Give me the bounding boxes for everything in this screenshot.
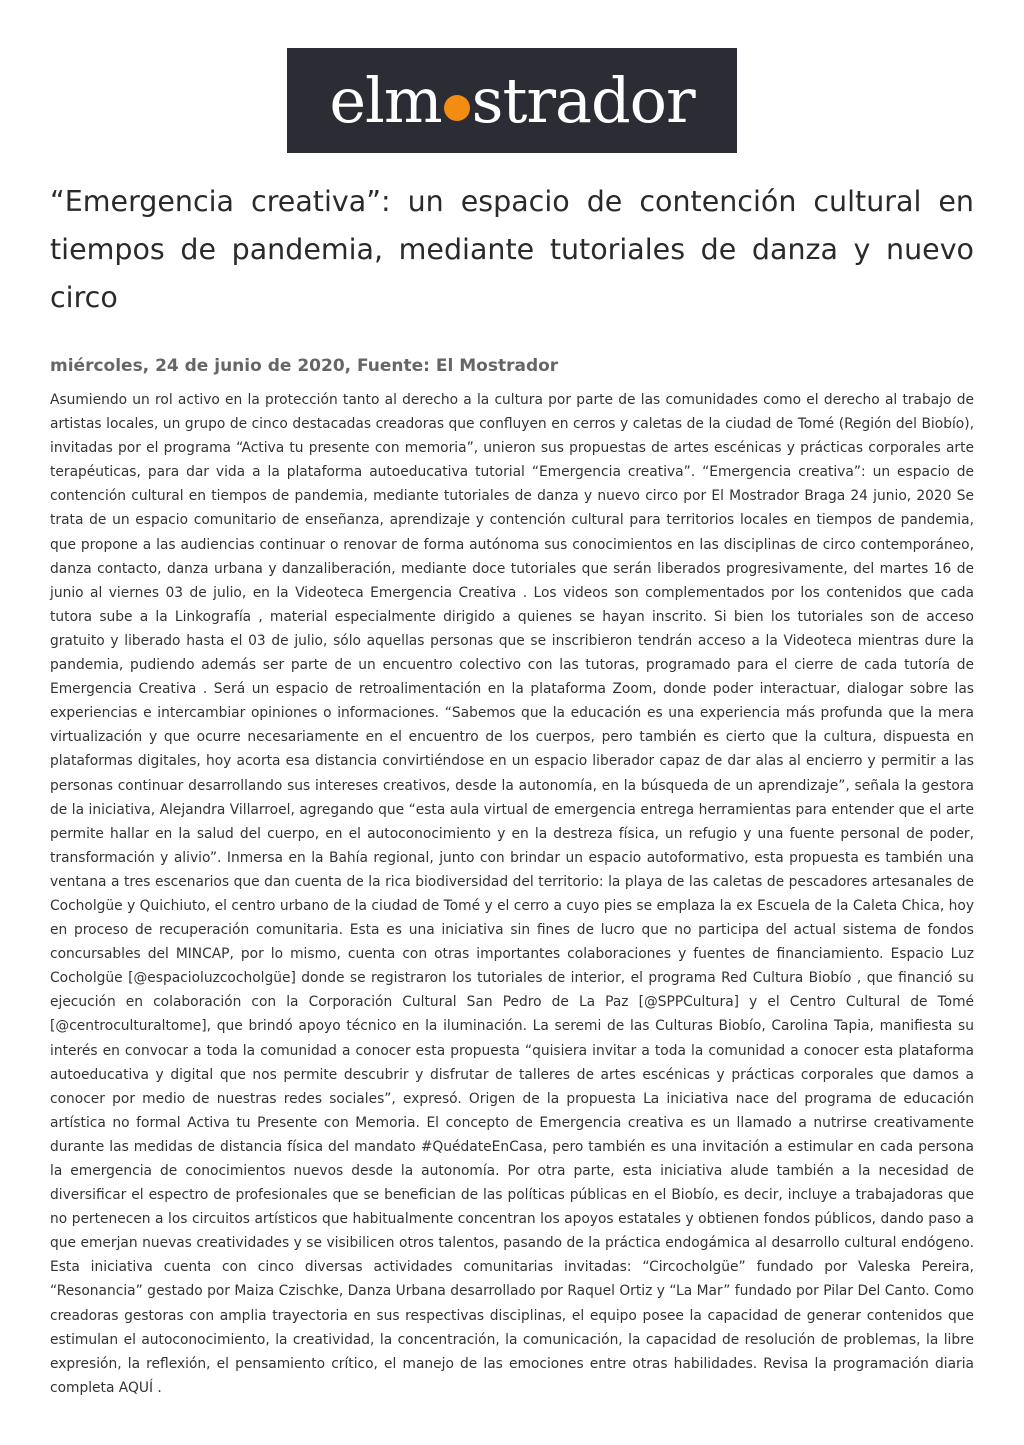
- logo-wordmark: [329, 63, 695, 137]
- logo-text-end: strador: [471, 63, 695, 137]
- article-dateline: miércoles, 24 de junio de 2020, Fuente: El Mostrador: [50, 356, 559, 376]
- logo-text-start: elm: [329, 63, 442, 137]
- publication-logo: [287, 48, 737, 153]
- logo-dot-icon: [444, 95, 470, 121]
- article-body: Asumiendo un rol activo en la protección tanto al derecho a la cultura por parte de las comunidades como el derecho al trabajo de artistas locales, un grupo de cinco destacadas creadoras que confluyen en cerros y caletas de la ciudad de Tomé (Región del Biobío), invitadas por el programa “Activa tu presente con memoria”, unieron sus propuestas de artes escénicas y prácticas corporales arte terapéuticas, para dar vida a la plataforma autoeducativa tutorial “Emergencia creativa”. “Emergencia creativa”: un espacio de contención cultural en tiempos de pandemia, mediante tutoriales de danza y nuevo circo por El Mostrador Braga 24 junio, 2020 Se trata de un espacio comunitario de enseñanza, aprendizaje y contención cultural para territorios locales en tiempos de pandemia, que propone a las audiencias continuar o renovar de forma autónoma sus conocimientos en las disciplinas de circo contemporáneo, danza contacto, danza urbana y danzaliberación, mediante doce tutoriales que serán liberados progresivamente, del martes 16 de junio al viernes 03 de julio, en la Videoteca Emergencia Creativa . Los videos son complementados por los contenidos que cada tutora sube a la Linkografía , material especialmente dirigido a quienes se hayan inscrito. Si bien los tutoriales son de acceso gratuito y liberado hasta el 03 de julio, sólo aquellas personas que se inscribieron tendrán acceso a la Videoteca mientras dure la pandemia, pudiendo además ser parte de un encuentro colectivo con las tutoras, programado para el cierre de cada tutoría de Emergencia Creativa . Será un espacio de retroalimentación en la plataforma Zoom, donde poder interactuar, dialogar sobre las experiencias e intercambiar opiniones o informaciones. “Sabemos que la educación es una experiencia más profunda que la mera virtualización y que ocurre necesariamente en el encuentro de los cuerpos, pero también es cierto que la cultura, dispuesta en plataformas digitales, hoy acorta esa distancia convirtiéndose en un espacio liberador capaz de dar alas al encierro y permitir a las personas continuar desarrollando sus intereses creativos, desde la autonomía, en la búsqueda de un aprendizaje”, señala la gestora de la iniciativa, Alejandra Villarroel, agregando que “esta aula virtual de emergencia entrega herramientas para entender que el arte permite hallar en la salud del cuerpo, en el autoconocimiento y en la destreza física, un refugio y una fuente personal de poder, transformación y alivio”. Inmersa en la Bahía regional, junto con brindar un espacio autoformativo, esta propuesta es también una ventana a tres escenarios que dan cuenta de la rica biodiversidad del territorio: la playa de las caletas de pescadores artesanales de Cocholgüe y Quichiuto, el centro urbano de la ciudad de Tomé y el cerro a cuyo pies se emplaza la ex Escuela de la Caleta Chica, hoy en proceso de recuperación comunitaria. Esta es una iniciativa sin fines de lucro que no participa del actual sistema de fondos concursables del MINCAP, por lo mismo, cuenta con otras importantes colaboraciones y fuentes de financiamiento. Espacio Luz Cocholgüe [@espacioluzcocholgüe] donde se registraron los tutoriales de interior, el programa Red Cultura Biobío , que financió su ejecución en colaboración con la Corporación Cultural San Pedro de La Paz [@SPPCultura] y el Centro Cultural de Tomé [@centroculturaltome], que brindó apoyo técnico en la iluminación. La seremi de las Culturas Biobío, Carolina Tapia, manifiesta su interés en convocar a toda la comunidad a conocer esta propuesta “quisiera invitar a toda la comunidad a conocer esta plataforma autoeducativa y digital que nos permite descubrir y disfrutar de talleres de artes escénicas y prácticas corporales que damos a conocer por medio de nuestras redes sociales”, expresó. Origen de la propuesta La iniciativa nace del programa de educación artística no formal Activa tu Presente con Memoria. El concepto de Emergencia creativa es un llamado a nutrirse creativamente durante las medidas de distancia física del mandato #QuédateEnCasa, pero también es una invitación a estimular en cada persona la emergencia de conocimientos nuevos desde la autonomía. Por otra parte, esta iniciativa alude también a la necesidad de diversificar el espectro de profesionales que se benefician de las políticas públicas en el Biobío, es decir, incluye a trabajadoras que no pertenecen a los circuitos artísticos que habitualmente concentran los apoyos estatales y obtienen fondos públicos, dando paso a que emerjan nuevas creatividades y se visibilicen otros talentos, pasando de la práctica endogámica al desarrollo cultural endógeno. Esta iniciativa cuenta con cinco diversas actividades comunitarias invitadas: “Circocholgüe” fundado por Valeska Pereira, “Resonancia” gestado por Maiza Czischke, Danza Urbana desarrollado por Raquel Ortiz y “La Mar” fundado por Pilar Del Canto. Como creadoras gestoras con amplia trayectoria en sus respectivas disciplinas, el equipo posee la capacidad de generar contenidos que estimulan el autoconocimiento, la creatividad, la concentración, la comunicación, la capacidad de resolución de problemas, la libre expresión, la reflexión, el pensamiento crítico, el manejo de las emociones entre otras habilidades. Revisa la programación diaria completa AQUÍ .: [50, 392, 974, 1396]
- article-title: “Emergencia creativa”: un espacio de contención cultural en tiempos de pandemia, mediante tutoriales de danza y nuevo circo: [50, 185, 974, 314]
